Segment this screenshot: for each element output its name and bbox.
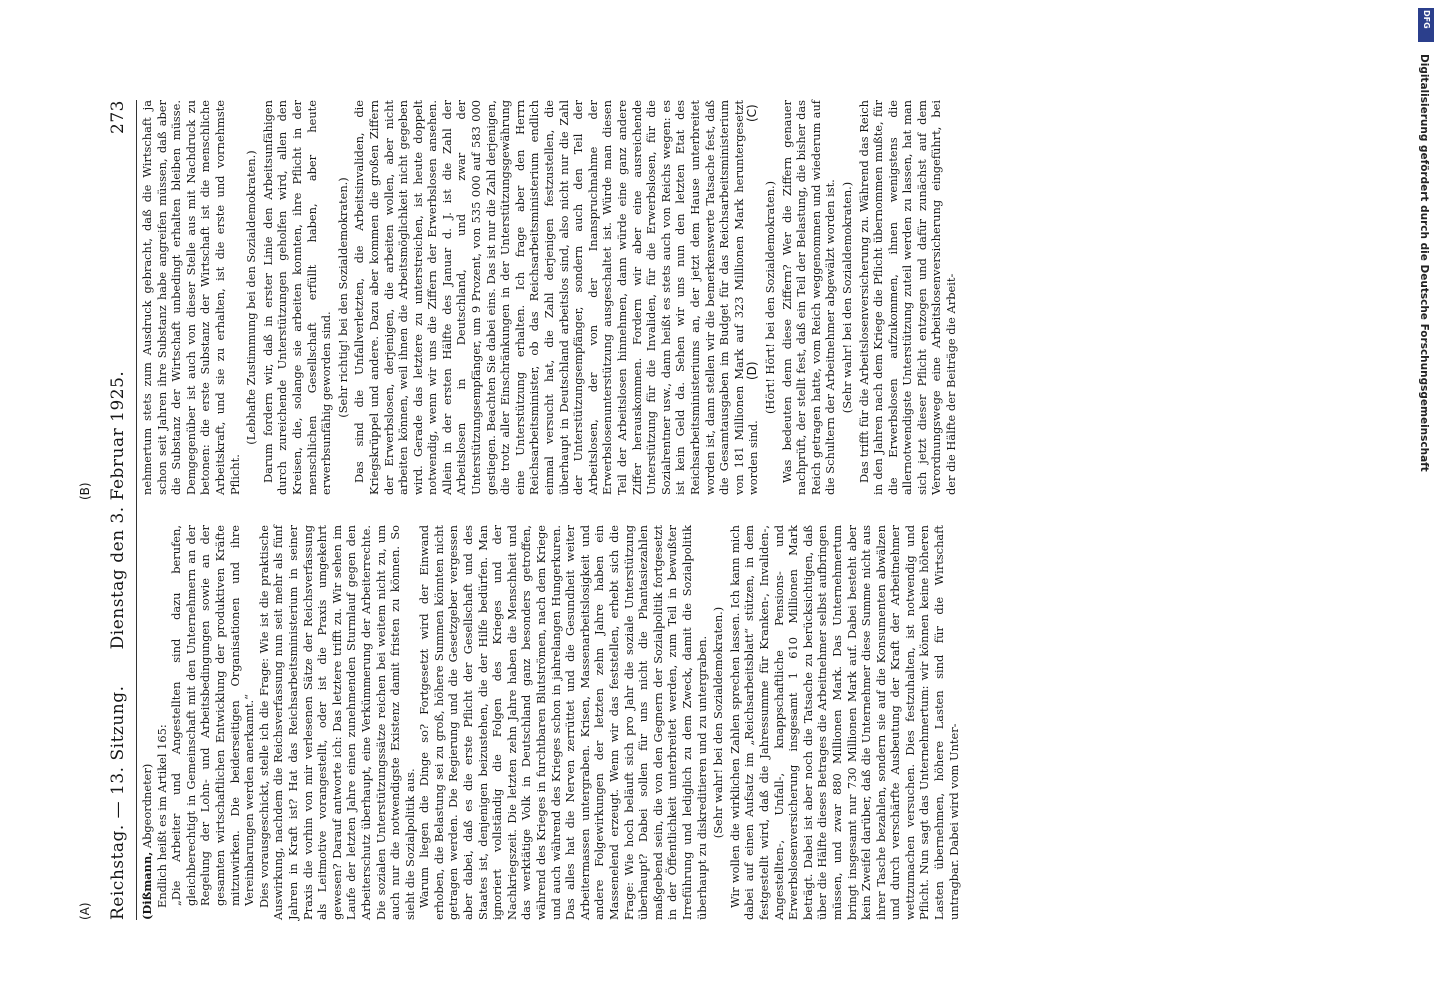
margin-marker-d: (D) [745, 361, 759, 380]
paragraph: Warum liegen die Dinge so? Fortgesetzt wird der Einwand erhoben, die Belastung sei zu groß, höhere Summen könnten nicht getragen werden. Die Regierung und die Gesetzgeber vergessen aber dabei, daß es die erste Pflicht der Gesellschaft und des Staates ist, denjenigen beizustehen, die der Hilfe bedürfen. Man ignoriert vollständig die Folgen des Krieges und der Nachkriegszeit. Die letzten zehn Jahre haben die Menschheit und das werktätige Volk in Deutschland ganz besonders getroffen, während des Krieges in furchtbaren Blutströmen, nach dem Kriege und auch während des Krieges schon in jahrelangen Hungerkuren. Das alles hat die Nerven zerrüttet und die Gesundheit weiter Arbeitermassen untergraben. Krisen, Massenarbeitslosigkeit und andere Folgewirkungen der letzten zehn Jahre haben ein Massenelend erzeugt. Wenn wir das feststellen, erhebt sich die Frage: Wie hoch beläuft sich pro Jahr die soziale Unterstützung überhaupt? Dabei sollen für uns nicht die Phantasiezahlen maßgebend sein, die von den Gegnern der Sozialpolitik fortgesetzt in der Öffentlichkeit unterbreitet werden, zum Teil in bewußter Irreführung und lediglich zu dem Zweck, damit die Sozialpolitik überhaupt zu diskreditieren und zu untergraben. [417, 525, 709, 920]
paragraph: Darum fordern wir, daß in erster Linie den Arbeitsunfähigen durch zureichende Unterstützungen geholfen wird, allen den Kreisen, die, solange sie arbeiten konnten, ihre Pflicht in der menschlichen Gesellschaft erfüllt haben, aber heute erwerbsunfähig geworden sind. [260, 100, 334, 495]
margin-marker-c: (C) [745, 104, 759, 122]
paragraph: Das sind die Unfallverletzten, die Arbeitsinvaliden, die Kriegskrüppel und andere. Dazu aber kommen die großen Ziffern der Erwerbslosen, derjenigen, die arbeiten wollen, aber nicht arbeiten können, weil ihnen die Arbeitsmöglichkeit nicht gegeben wird. Gerade das letztere zu unterstreichen, ist heute doppelt notwendig, wenn wir uns die Ziffern der Erwerbslosen ansehen. Allein in der ersten Hälfte des Januar d. J. ist die Zahl der Arbeitslosen in Deutschland, und zwar der Unterstützungsempfänger, um 9 Prozent, von 535 000 auf 583 000 gestiegen. Beachten Sie dabei eins. Das ist nur die Zahl derjenigen, die trotz aller Einschränkungen in der Unterstützungsgewährung eine Unterstützung erhalten. Ich frage aber den Herrn Reichsarbeitsminister, ob das Reichsarbeitsministerium endlich einmal versucht hat, die Zahl derjenigen festzustellen, die überhaupt in Deutschland arbeitslos sind, also nicht nur die Zahl der Unterstützungsempfänger, sondern auch den Teil der Arbeitslosen, der von der Inanspruchnahme der Erwerbslosenunterstützung ausgeschaltet ist. Würde man diesen Teil der Arbeitslosen hinnehmen, dann würde eine ganz andere Ziffer herauskommen. Fordern wir aber eine ausreichende Unterstützung für die Invaliden, für die Erwerbslosen, für die Sozialrentner usw., dann heißt es stets auch von Reichs wegen: es ist kein Geld da. Sehen wir uns nun den letzten Etat des Reichsarbeitsministeriums an, der jetzt dem Hause unterbreitet worden ist, dann stellen wir die bemerkenswerte Tatsache fest, daß die Gesamtausgaben im Budget für das Reichsarbeitsministerium von 181 Millionen Mark auf 323 Millionen Mark heruntergesetzt worden sind. [352, 100, 761, 495]
speaker-line [140, 525, 155, 920]
document-page [78, 100, 961, 920]
interjection: (Sehr richtig! bei den Sozialdemokraten.) [335, 177, 350, 418]
paragraph: Was bedeuten denn diese Ziffern? Wer die Ziffern genauer nachprüft, der stellt fest, daß ein Teil der Belastung, die bisher das Reich getragen hatte, vom Reich weggenommen und wiederum auf die Schultern der Arbeitnehmer abgewälzt worden ist. [779, 100, 838, 495]
interjection: (Sehr wahr! bei den Sozialdemokraten.) [711, 606, 726, 839]
digitization-text: Digitalisierung gefördert durch die Deutsche Forschungsgemeinschaft [1418, 54, 1430, 472]
dfg-logo-text: DFG [1422, 10, 1431, 29]
paragraph: Das trifft für die Arbeitslosenversicherung zu. Während das Reich in den Jahren nach dem Kriege die Pflicht übernommen mußte, für die Erwerbslosen aufzukommen, ihnen wenigstens die allernotwendigste Unterstützung zuteil werden zu lassen, hat man sich jetzt dieser Pflicht entzogen und dafür zunächst auf dem Verordnungswege eine Arbeitslosenversicherung eingeführt, bei der die Hälfte der Beiträge die Arbeit- [856, 100, 959, 495]
header-center: Dienstag den 3. Februar 1925. [108, 370, 128, 650]
paragraph: Endlich heißt es im Artikel 165: [154, 724, 169, 908]
interjection: (Lebhafte Zustimmung bei den Sozialdemokraten.) [244, 150, 259, 445]
speaker-name: (Dißmann, [140, 851, 154, 920]
paragraph: Dies vorausgeschickt, stelle ich die Frage: Wie ist die praktische Auswirkung, nachdem die Reichsverfassung nun seit mehr als fünf Jahren in Kraft ist? Hat das Reichsarbeitsministerium in seiner Praxis die vorhin von mir verlesenen Sätze der Reichsverfassung als Leitmotive vorangestellt, oder ist die Praxis umgekehrt gewesen? Darauf antworte ich: Das letztere trifft zu. Wir sehen im Laufe der letzten Jahre einen zunehmenden Sturmlauf gegen den Arbeiterschutz überhaupt, eine Verkümmerung der Arbeiterrechte. Die sozialen Unterstützungssätze reichen bei weitem nicht zu, um auch nur die notwendigste Existenz damit fristen zu können. So sieht die Sozialpolitik aus. [256, 525, 417, 920]
speaker-role: Abgeordneter) [140, 763, 154, 849]
digitization-notice [1410, 10, 1434, 990]
interjection: (Hört! Hört! bei den Sozialdemokraten.) [762, 180, 777, 415]
column-left [140, 525, 961, 920]
running-header [100, 100, 137, 920]
column-right [140, 100, 959, 495]
header-left: Reichstag. — 13. Sitzung. [108, 685, 128, 920]
page-number: 273 [108, 100, 128, 134]
margin-marker-a: (A) [78, 902, 92, 920]
interjection: (Sehr wahr! bei den Sozialdemokraten.) [839, 181, 854, 414]
paragraph: Wir wollen die wirklichen Zahlen sprechen lassen. Ich kann mich dabei auf einen Aufsatz im „Reichsarbeitsblatt“ stützen, in dem festgestellt wird, daß die Jahressumme für Kranken-, Invaliden-, Angestellten-, Unfall-, knappschaftliche Pensions- und Erwerbslosenversicherung insgesamt 1 610 Millionen Mark beträgt. Dabei ist aber noch die Tatsache zu berücksichtigen, daß über die Hälfte dieses Betrages die Arbeitnehmer selbst aufbringen müssen, und zwar 880 Millionen Mark. Das Unternehmertum bringt insgesamt nur 730 Millionen Mark auf. Dabei besteht aber kein Zweifel darüber, daß die Unternehmer diese Summe nicht aus ihrer Tasche bezahlen, sondern sie auf die Konsumenten abwälzen und durch verschärfte Ausbeutung der Kraft der Arbeitnehmer wettzumachen versuchen. Dies festzuhalten, ist notwendig und Pflicht. Nun sagt das Unternehmertum: wir können keine höheren Lasten übernehmen, höhere Lasten sind für die Wirtschaft untragbar. Dabei wird vom Unter- [727, 525, 961, 920]
margin-marker-b: (B) [78, 482, 92, 500]
quotation: „Die Arbeiter und Angestellten sind dazu berufen, gleichberechtigt in Gemeinschaft mit den Unternehmern an der Regelung der Lohn- und Arbeitsbedingungen sowie an der gesamten wirtschaftlichen Entwicklung der produktiven Kräfte mitzuwirken. Die beiderseitigen Organisationen und ihre Vereinbarungen werden anerkannt.“ [169, 525, 257, 906]
paragraph: nehmertum stets zum Ausdruck gebracht, daß die Wirtschaft ja schon seit Jahren ihre Substanz habe angreifen müssen, daß aber die Substanz der Wirtschaft unbedingt erhalten bleiben müsse. Demgegenüber ist auch von dieser Stelle aus mit Nachdruck zu betonen: die erste Substanz der Wirtschaft ist die menschliche Arbeitskraft, und sie zu erhalten, ist die erste und vornehmste Pflicht. [140, 100, 242, 495]
